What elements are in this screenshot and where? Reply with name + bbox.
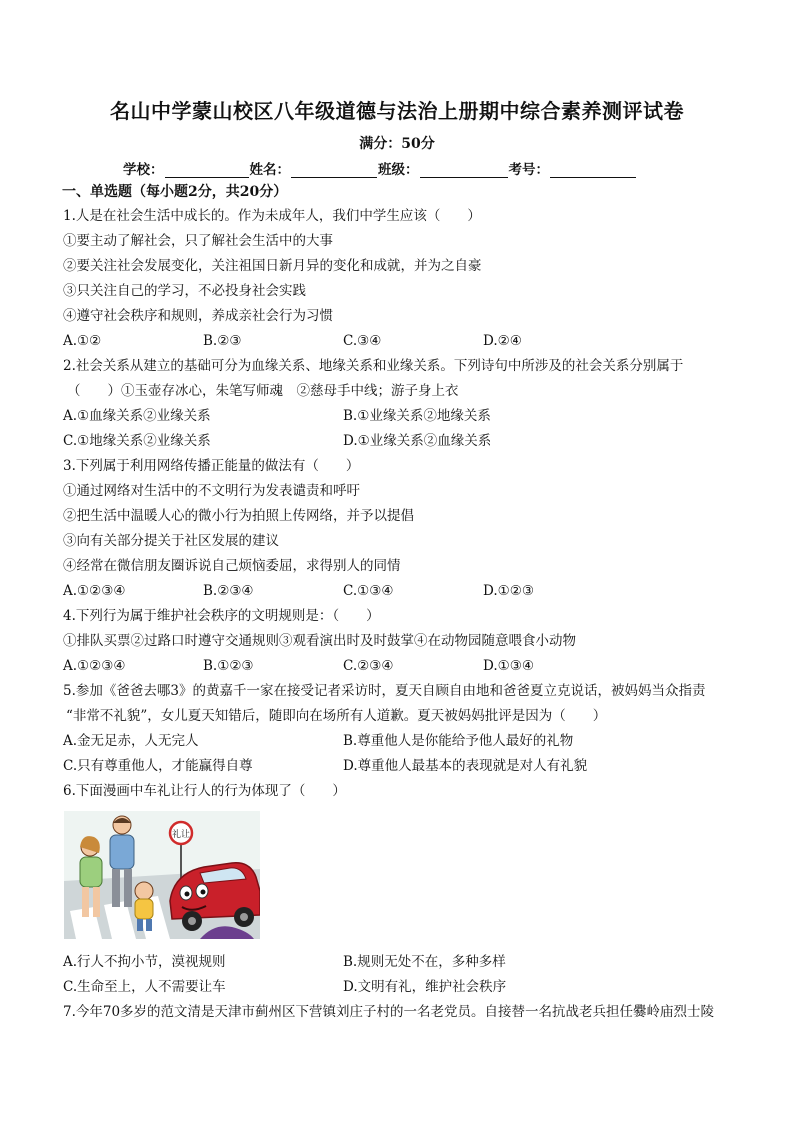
question-1-statement-1: ①要主动了解社会，只了解社会生活中的大事 [63, 233, 333, 249]
question-2-option-b[interactable]: B.①业缘关系②地缘关系 [343, 408, 491, 424]
question-2-stem-line-2: （ ）①玉壶存冰心，朱笔写师魂 ②慈母手中线；游子身上衣 [67, 383, 459, 399]
page-title: 名山中学蒙山校区八年级道德与法治上册期中综合素养测评试卷 [110, 99, 684, 123]
question-3-statement-1: ①通过网络对生活中的不文明行为发表谴责和呼吁 [63, 483, 360, 499]
question-3-option-c[interactable]: C.①③④ [343, 583, 394, 599]
question-1-option-b[interactable]: B.②③ [203, 333, 242, 349]
question-3-statement-4: ④经常在微信朋友圈诉说自己烦恼委屈，求得别人的同情 [63, 558, 401, 574]
class-blank[interactable] [420, 162, 508, 178]
question-4-option-a[interactable]: A.①②③④ [63, 658, 126, 674]
question-4-option-b[interactable]: B.①②③ [203, 658, 254, 674]
class-label: 班级： [378, 162, 419, 178]
question-2-option-a[interactable]: A.①血缘关系②业缘关系 [63, 408, 211, 424]
question-3-statement-2: ②把生活中温暖人心的微小行为拍照上传网络，并予以提倡 [63, 508, 414, 524]
question-1-statement-3: ③只关注自己的学习，不必投身社会实践 [63, 283, 306, 299]
question-3-option-d[interactable]: D.①②③ [483, 583, 534, 599]
question-1-option-a[interactable]: A.①② [63, 333, 102, 349]
name-label: 姓名： [249, 162, 290, 178]
question-3-stem: 3.下列属于利用网络传播正能量的做法有（ ） [63, 458, 360, 474]
question-3-option-b[interactable]: B.②③④ [203, 583, 254, 599]
question-5-option-c[interactable]: C.只有尊重他人，才能赢得自尊 [63, 758, 253, 774]
question-7-stem: 7.今年70多岁的范文清是天津市蓟州区下营镇刘庄子村的一名老党员。自接替一名抗战老兵担任爨岭庙烈士陵 [63, 1004, 715, 1020]
question-5-stem-line-1: 5.参加《爸爸去哪3》的黄嘉千一家在接受记者采访时，夏天自顾自由地和爸爸夏立克说话，被妈妈当众指责 [63, 683, 706, 699]
question-1-statement-4: ④遵守社会秩序和规则，养成亲社会行为习惯 [63, 308, 333, 324]
question-6-stem: 6.下面漫画中车礼让行人的行为体现了（ ） [63, 783, 346, 799]
question-6-option-a[interactable]: A.行人不拘小节，漠视规则 [63, 954, 226, 970]
question-6-option-c[interactable]: C.生命至上，人不需要让车 [63, 979, 226, 995]
cartoon-car-yields-to-pedestrians [64, 811, 260, 939]
question-3-option-a[interactable]: A.①②③④ [63, 583, 126, 599]
student-info-row [123, 158, 637, 178]
exam-number-blank[interactable] [550, 162, 636, 178]
full-score: 满分：50分 [359, 136, 435, 152]
question-2-option-d[interactable]: D.①业缘关系②血缘关系 [343, 433, 492, 449]
question-1-option-d[interactable]: D.②④ [483, 333, 522, 349]
question-4-option-c[interactable]: C.②③④ [343, 658, 394, 674]
question-1-option-c[interactable]: C.③④ [343, 333, 382, 349]
question-2-option-c[interactable]: C.①地缘关系②业缘关系 [63, 433, 211, 449]
section-heading: 一、单选题（每小题2分，共20分） [62, 184, 288, 200]
question-6-option-d[interactable]: D.文明有礼，维护社会秩序 [343, 979, 507, 995]
question-5-stem-line-2: “非常不礼貌”，女儿夏天知错后，随即向在场所有人道歉。夏天被妈妈批评是因为（ ） [66, 708, 607, 724]
question-2-stem-line-1: 2.社会关系从建立的基础可分为血缘关系、地缘关系和业缘关系。下列诗句中所涉及的社会关系分别属于 [63, 358, 684, 374]
question-4-stem: 4.下列行为属于维护社会秩序的文明规则是：（ ） [63, 608, 380, 624]
exam-number-label: 考号： [508, 162, 549, 178]
question-4-option-d[interactable]: D.①③④ [483, 658, 534, 674]
question-5-option-d[interactable]: D.尊重他人最基本的表现就是对人有礼貌 [343, 758, 588, 774]
question-5-option-b[interactable]: B.尊重他人是你能给予他人最好的礼物 [343, 733, 574, 749]
question-3-statement-3: ③向有关部分提关于社区发展的建议 [63, 533, 279, 549]
school-blank[interactable] [165, 162, 249, 178]
school-label: 学校： [123, 162, 164, 178]
sign-text: 礼让 [171, 830, 191, 840]
question-5-option-a[interactable]: A.金无足赤，人无完人 [63, 733, 199, 749]
question-4-statements: ①排队买票②过路口时遵守交通规则③观看演出时及时鼓掌④在动物园随意喂食小动物 [63, 633, 576, 649]
name-blank[interactable] [291, 162, 377, 178]
question-1-stem: 1.人是在社会生活中成长的。作为未成年人，我们中学生应该（ ） [63, 208, 481, 224]
question-6-option-b[interactable]: B.规则无处不在，多种多样 [343, 954, 506, 970]
question-1-statement-2: ②要关注社会发展变化，关注祖国日新月异的变化和成就，并为之自豪 [63, 258, 482, 274]
